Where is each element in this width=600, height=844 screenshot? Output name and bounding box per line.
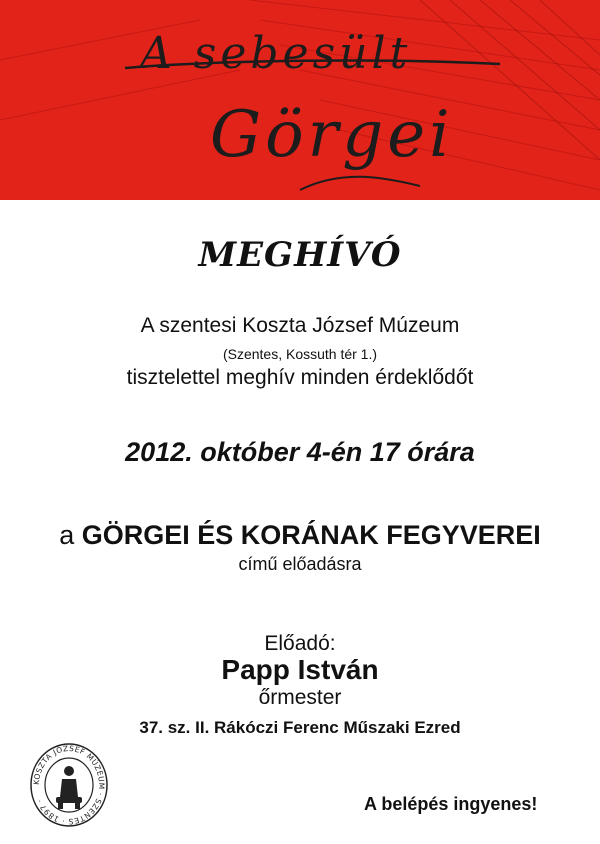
presenter-name: Papp István (221, 654, 379, 685)
lecture-title-name: GÖRGEI ÉS KORÁNAK FEGYVEREI (81, 520, 541, 550)
title-banner (0, 0, 600, 200)
museum-seal-text: KOSZTA JÓZSEF MÚZEUM · SZENTES · 1897 · (31, 743, 107, 827)
museum-address: (Szentes, Kossuth tér 1.) (222, 346, 378, 362)
banner-title-line2: Görgei (210, 98, 454, 172)
museum-seal-icon (28, 735, 110, 827)
presenter-rank: őrmester (258, 686, 342, 709)
free-entry-note: A belépés ingyenes! (364, 794, 538, 814)
lecture-suffix: című előadásra (238, 554, 362, 574)
presenter-unit: 37. sz. II. Rákóczi Ferenc Műszaki Ezred (139, 718, 461, 737)
invitation-line: tisztelettel meghív minden érdeklődőt (126, 366, 474, 389)
event-date: 2012. október 4-én 17 órára (125, 437, 475, 467)
presenter-label: Előadó: (264, 632, 336, 655)
invitation-heading: MEGHÍVÓ (198, 235, 402, 275)
banner-title-line1: A sebesült (140, 28, 412, 79)
museum-name: A szentesi Koszta József Múzeum (140, 314, 460, 337)
lecture-title-prefix: a (59, 520, 75, 550)
lecture-title (0, 520, 600, 551)
